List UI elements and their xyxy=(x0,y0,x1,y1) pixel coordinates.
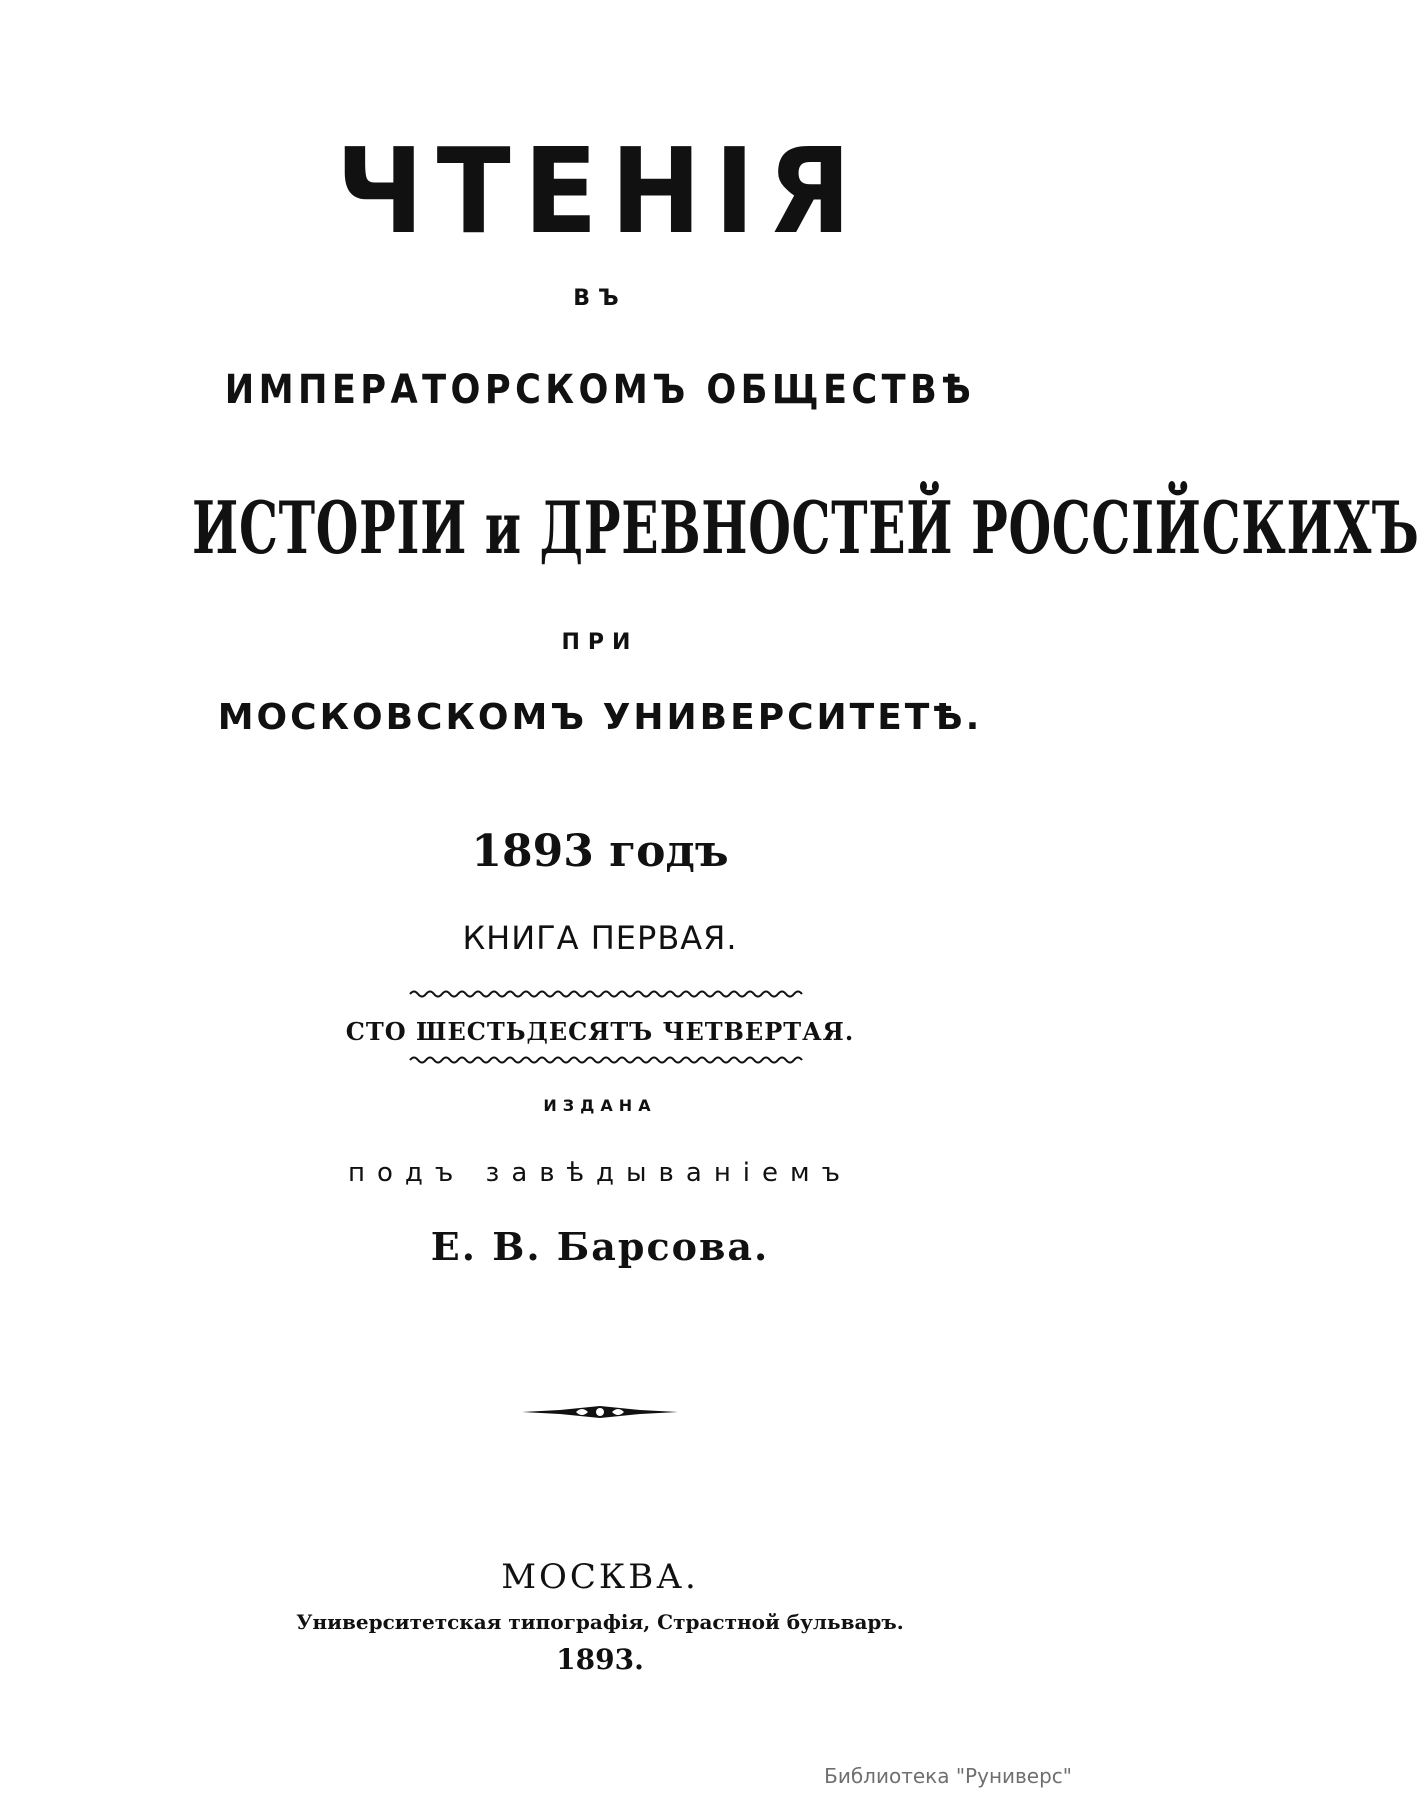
city-line: МОСКВА. xyxy=(501,1557,699,1597)
press-line: Университетская типографія, Страстной бульваръ. xyxy=(296,1610,904,1634)
publication-year: 1893. xyxy=(556,1643,644,1676)
university-line: МОСКОВСКОМЪ УНИВЕРСИТЕТѢ. xyxy=(217,697,983,738)
book-title: ЧТЕНІЯ xyxy=(335,122,865,260)
volume-number-line: СТО ШЕСТЬДЕСЯТЪ ЧЕТВЕРТАЯ. xyxy=(345,1017,855,1046)
society-line: ИМПЕРАТОРСКОМЪ ОБЩЕСТВѢ xyxy=(224,367,976,413)
book-number-line: КНИГА ПЕРВАЯ. xyxy=(462,919,738,957)
library-watermark: Библиотека "Руниверс" xyxy=(824,1764,1072,1788)
wavy-rule-bottom xyxy=(410,1054,802,1066)
year-line: 1893 годъ xyxy=(471,826,729,877)
history-line: ИСТОРІИ и ДРЕВНОСТЕЙ РОССІЙСКИХЪ xyxy=(192,485,1420,570)
ornament-divider xyxy=(520,1402,680,1422)
pri-line: ПРИ xyxy=(561,630,639,655)
wavy-rule-top xyxy=(410,988,802,1000)
editorship-line: подъ завѣдываніемъ xyxy=(347,1158,853,1188)
preposition-line: ВЪ xyxy=(573,286,627,311)
editor-name: Е. В. Барсова. xyxy=(430,1224,770,1269)
izdana-line: ИЗДАНА xyxy=(543,1096,657,1115)
